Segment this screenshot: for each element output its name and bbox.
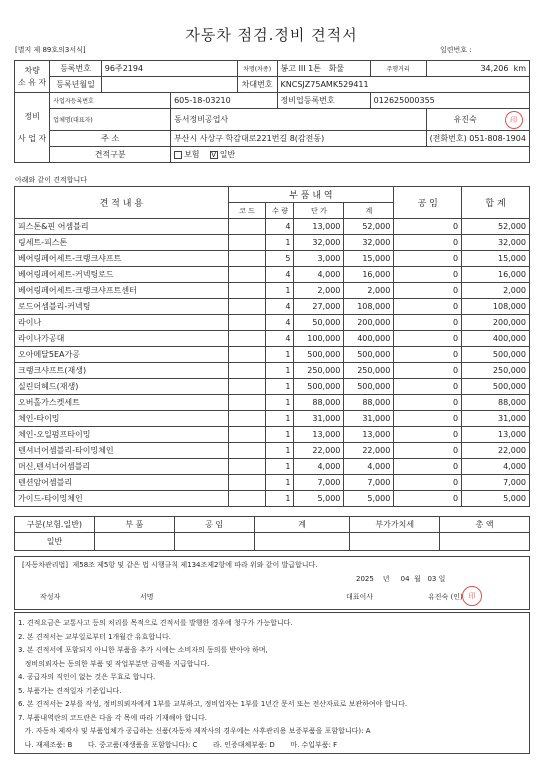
reg-no-value: 96주2194 (101, 61, 237, 77)
item-unit: 32,000 (294, 235, 344, 251)
items-table (14, 186, 530, 507)
item-desc: 오버홀가스켓세트 (15, 395, 229, 411)
item-total: 13,000 (462, 427, 530, 443)
item-total: 31,000 (462, 411, 530, 427)
table-row (15, 235, 530, 251)
summary-vat-header: 부가가치세 (350, 517, 440, 533)
vin-label: 차대번호 (237, 77, 277, 93)
item-labor: 0 (394, 411, 462, 427)
item-subtotal: 4,000 (344, 459, 394, 475)
serial-label: 일련번호 : (440, 46, 472, 54)
item-total: 16,000 (462, 267, 530, 283)
item-desc: 라이나가공대 (15, 331, 229, 347)
item-subtotal: 200,000 (344, 315, 394, 331)
item-code (228, 379, 266, 395)
intro-text: 아래와 같이 견적합니다 (15, 176, 88, 184)
item-total: 7,000 (462, 475, 530, 491)
vehicle-name-value: 봉고 III 1톤 화물 (277, 61, 370, 77)
item-desc: 오아메달5EA가공 (15, 347, 229, 363)
item-subtotal: 15,000 (344, 251, 394, 267)
item-qty: 1 (266, 427, 294, 443)
item-total: 15,000 (462, 251, 530, 267)
item-desc: 체인-타이밍 (15, 411, 229, 427)
item-qty: 1 (266, 235, 294, 251)
item-qty: 1 (266, 411, 294, 427)
ceo-stamp: 印 (462, 586, 482, 606)
item-subtotal: 88,000 (344, 395, 394, 411)
table-row (15, 283, 530, 299)
item-qty: 1 (266, 475, 294, 491)
summary-labor-value (174, 533, 254, 551)
item-code (228, 251, 266, 267)
item-total: 88,000 (462, 395, 530, 411)
table-row (15, 427, 530, 443)
issue-date: 2025 년 04 월 03 일 (356, 575, 446, 583)
item-labor: 0 (394, 235, 462, 251)
vin-value: KNCSJZ75AMK529411 (277, 77, 529, 93)
item-desc: 가이드-타이밍체인 (15, 491, 229, 507)
estimate-type-label: 견적구분 (50, 147, 171, 163)
item-unit: 500,000 (294, 379, 344, 395)
item-code (228, 427, 266, 443)
shop-name-value: 동서정비공업사 (171, 109, 427, 131)
item-desc: 베어링페어세트-크랭크샤프트 (15, 251, 229, 267)
item-qty: 4 (266, 299, 294, 315)
header-subtotal: 계 (344, 203, 394, 219)
summary-type-header: 구분(보험.일반) (15, 517, 95, 533)
summary-table (14, 516, 530, 551)
item-total: 400,000 (462, 331, 530, 347)
header-unit: 단 가 (294, 203, 344, 219)
note-line: 나. 재제조품: B 다. 중고품(재생품을 포함합니다): C 라. 인증대체부품: D 마. 수입부품: F (18, 740, 338, 749)
item-qty: 1 (266, 363, 294, 379)
item-subtotal: 16,000 (344, 267, 394, 283)
item-unit: 3,000 (294, 251, 344, 267)
item-labor: 0 (394, 491, 462, 507)
item-subtotal: 108,000 (344, 299, 394, 315)
item-desc: 실린더헤드(재생) (15, 379, 229, 395)
item-total: 32,000 (462, 235, 530, 251)
item-unit: 22,000 (294, 443, 344, 459)
item-labor: 0 (394, 267, 462, 283)
reg-year-value (101, 77, 237, 93)
estimate-type-options: 보험 V 일반 (171, 147, 530, 163)
item-unit: 5,000 (294, 491, 344, 507)
item-labor: 0 (394, 395, 462, 411)
item-subtotal: 5,000 (344, 491, 394, 507)
writer-label: 작성자 (40, 593, 61, 601)
item-code (228, 331, 266, 347)
item-code (228, 267, 266, 283)
item-code (228, 363, 266, 379)
item-unit: 7,000 (294, 475, 344, 491)
shop-rep-name: 유진숙 (453, 115, 477, 124)
table-row (15, 443, 530, 459)
item-desc: 링세트-피스톤 (15, 235, 229, 251)
note-line: 7. 부품내역란의 코드란은 다음 각 목에 따라 기재해야 합니다. (18, 713, 207, 722)
shop-reg-value: 012625000355 (370, 93, 529, 109)
item-code (228, 475, 266, 491)
item-labor: 0 (394, 459, 462, 475)
item-subtotal: 32,000 (344, 235, 394, 251)
item-labor: 0 (394, 299, 462, 315)
table-row (15, 475, 530, 491)
item-subtotal: 31,000 (344, 411, 394, 427)
vehicle-name-label: 차명(차종) (237, 61, 277, 77)
item-subtotal: 22,000 (344, 443, 394, 459)
item-qty: 4 (266, 331, 294, 347)
table-row (15, 267, 530, 283)
item-code (228, 491, 266, 507)
item-labor: 0 (394, 251, 462, 267)
item-labor: 0 (394, 475, 462, 491)
item-desc: 라이나 (15, 315, 229, 331)
item-unit: 31,000 (294, 411, 344, 427)
item-total: 500,000 (462, 379, 530, 395)
summary-labor-header: 공 임 (174, 517, 254, 533)
table-row (15, 363, 530, 379)
note-line: 5. 부품가는 견적일자 기준입니다. (18, 686, 122, 695)
table-row (15, 219, 530, 235)
ceo-name: 유진숙 (인) (428, 593, 463, 601)
item-total: 2,000 (462, 283, 530, 299)
table-row (15, 315, 530, 331)
sign-label: 서명 (140, 593, 154, 601)
item-code (228, 347, 266, 363)
form-number: [별지 제 89호의3서식] (15, 46, 86, 54)
item-labor: 0 (394, 315, 462, 331)
item-subtotal: 400,000 (344, 331, 394, 347)
item-desc: 크랭크샤프트(재생) (15, 363, 229, 379)
item-qty: 1 (266, 459, 294, 475)
item-subtotal: 7,000 (344, 475, 394, 491)
header-total: 합 계 (462, 187, 530, 219)
item-labor: 0 (394, 427, 462, 443)
item-unit: 13,000 (294, 427, 344, 443)
item-code (228, 411, 266, 427)
item-desc: 베어링페어세트-크랭크샤프트센터 (15, 283, 229, 299)
item-labor: 0 (394, 283, 462, 299)
table-row (15, 411, 530, 427)
shop-name-label: 업체명(대표자) (50, 109, 171, 131)
item-desc: 피스톤&핀 어셈블리 (15, 219, 229, 235)
item-qty: 4 (266, 267, 294, 283)
item-code (228, 235, 266, 251)
info-table (14, 60, 530, 163)
item-code (228, 315, 266, 331)
shop-rep-cell (426, 109, 529, 131)
insurance-checkbox[interactable] (174, 151, 182, 159)
biz-no-value: 605-18-03210 (171, 93, 277, 109)
item-qty: 1 (266, 283, 294, 299)
item-unit: 250,000 (294, 363, 344, 379)
item-subtotal: 13,000 (344, 427, 394, 443)
item-qty: 1 (266, 443, 294, 459)
item-code (228, 395, 266, 411)
note-line: 가. 자동차 제작사 및 부품업체가 공급하는 신품(자동차 제작사의 경우에는 사후관리용 보증부품을 포함합니다): A (18, 727, 371, 735)
item-unit: 2,000 (294, 283, 344, 299)
item-code (228, 459, 266, 475)
item-code (228, 283, 266, 299)
issue-statement: [자동차관리법] 제58조 제5항 및 같은 법 시행규칙 제134조제2항에 따라 위와 같이 발급합니다. (22, 561, 318, 569)
items-body (15, 219, 530, 507)
note-line: 4. 공급자의 직인이 없는 것은 무효로 합니다. (18, 673, 156, 681)
table-row (15, 331, 530, 347)
item-total: 500,000 (462, 347, 530, 363)
item-subtotal: 250,000 (344, 363, 394, 379)
item-labor: 0 (394, 347, 462, 363)
item-unit: 50,000 (294, 315, 344, 331)
shop-label: 정비 사 업 자 (15, 93, 50, 163)
item-subtotal: 2,000 (344, 283, 394, 299)
item-labor: 0 (394, 219, 462, 235)
item-desc: 머신,텐셔너어셈블리 (15, 459, 229, 475)
item-qty: 4 (266, 219, 294, 235)
item-qty: 1 (266, 347, 294, 363)
table-row (15, 347, 530, 363)
summary-total-header: 총 액 (440, 517, 530, 533)
note-line: 1. 견적요금은 교통사고 등의 처리를 목적으로 견적서를 발행한 경우에 청구가 가능합니다. (18, 619, 293, 627)
item-qty: 1 (266, 491, 294, 507)
shop-stamp: 印 (505, 111, 523, 129)
item-subtotal: 500,000 (344, 347, 394, 363)
addr-label: 주 소 (50, 131, 171, 147)
item-labor: 0 (394, 363, 462, 379)
shop-reg-label: 정비업등록번호 (277, 93, 370, 109)
header-labor: 공 임 (394, 187, 462, 219)
item-unit: 100,000 (294, 331, 344, 347)
table-row (15, 459, 530, 475)
reg-year-label: 등록년월일 (50, 77, 102, 93)
item-unit: 27,000 (294, 299, 344, 315)
header-qty: 수 량 (266, 203, 294, 219)
item-total: 200,000 (462, 315, 530, 331)
header-code: 코 드 (228, 203, 266, 219)
item-desc: 베어링페어세트-커넥팅로드 (15, 267, 229, 283)
item-qty: 1 (266, 379, 294, 395)
addr-value: 부산시 사상구 학감대로221번길 8(감전동) (171, 131, 427, 147)
item-desc: 로드어셈블리-커넥팅 (15, 299, 229, 315)
item-qty: 4 (266, 315, 294, 331)
table-row (15, 299, 530, 315)
page-title: 자동차 점검.정비 견적서 (185, 26, 358, 44)
note-line: 정비의뢰자는 동의한 부품 및 작업부분만 금액을 지급합니다. (18, 659, 210, 668)
mileage-label: 주행거리 (370, 61, 426, 77)
general-checkbox[interactable]: V (211, 150, 217, 159)
reg-no-label: 등록번호 (50, 61, 102, 77)
item-unit: 13,000 (294, 219, 344, 235)
item-desc: 체인-오일펌프타이밍 (15, 427, 229, 443)
summary-parts-header: 부 품 (94, 517, 174, 533)
note-line: 2. 본 견적서는 교부일로부터 1개월간 유효합니다. (18, 632, 171, 641)
ceo-label: 대표이사 (346, 593, 374, 601)
item-unit: 4,000 (294, 267, 344, 283)
summary-vat-value (350, 533, 440, 551)
summary-parts-value (94, 533, 174, 551)
item-qty: 5 (266, 251, 294, 267)
item-unit: 500,000 (294, 347, 344, 363)
item-subtotal: 52,000 (344, 219, 394, 235)
summary-total-value (440, 533, 530, 551)
item-labor: 0 (394, 331, 462, 347)
mileage-value: 34,206 km (426, 61, 529, 77)
item-code (228, 219, 266, 235)
item-desc: 텐셔너어셈블리-타이밍체인 (15, 443, 229, 459)
item-qty: 1 (266, 395, 294, 411)
note-line: 6. 본 견적서는 2부를 작성, 정비의뢰자에게 1부를 교부하고, 정비업자는 1부를 1년간 문서 또는 전산자료로 보관하여야 합니다. (18, 700, 408, 708)
item-total: 52,000 (462, 219, 530, 235)
item-unit: 88,000 (294, 395, 344, 411)
item-code (228, 443, 266, 459)
note-line: 3. 본 견적서에 포함되지 아니한 부품을 추가 시에는 소비자의 동의를 받아야 하며, (18, 646, 268, 654)
item-total: 4,000 (462, 459, 530, 475)
item-labor: 0 (394, 443, 462, 459)
header-desc: 견 적 내 용 (15, 187, 229, 219)
item-unit: 4,000 (294, 459, 344, 475)
vehicle-owner-label: 차량 소 유 자 (15, 61, 50, 93)
table-row (15, 251, 530, 267)
table-row (15, 491, 530, 507)
biz-no-label: 사업자등록번호 (50, 93, 171, 109)
item-total: 22,000 (462, 443, 530, 459)
notes-list (18, 617, 528, 752)
summary-row-label: 일반 (15, 533, 95, 551)
item-total: 5,000 (462, 491, 530, 507)
summary-sum-header: 계 (254, 517, 350, 533)
item-total: 250,000 (462, 363, 530, 379)
table-row (15, 395, 530, 411)
item-subtotal: 500,000 (344, 379, 394, 395)
summary-sum-value (254, 533, 350, 551)
item-code (228, 299, 266, 315)
item-labor: 0 (394, 379, 462, 395)
item-total: 108,000 (462, 299, 530, 315)
header-parts: 부 품 내 역 (228, 187, 394, 203)
phone-value: (전화번호) 051-808-1904 (426, 131, 529, 147)
item-desc: 텐션암어셈블리 (15, 475, 229, 491)
table-row (15, 379, 530, 395)
